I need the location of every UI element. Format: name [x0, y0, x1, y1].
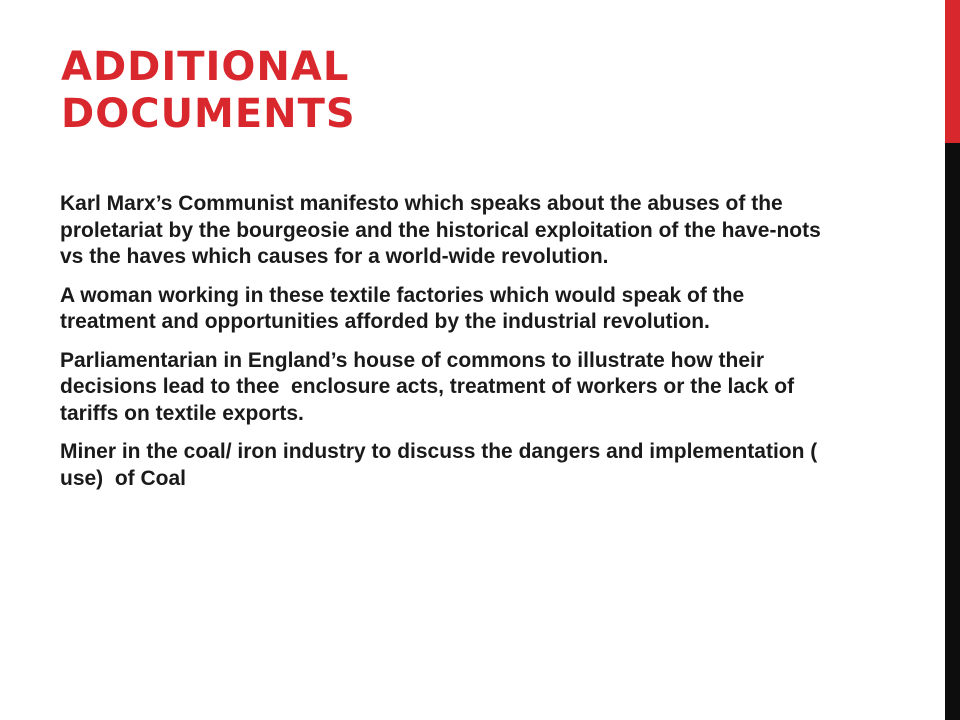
paragraph-textile-worker: A woman working in these textile factories which would speak of the treatment and opportunities afforded by the industrial revolution. [60, 283, 751, 333]
accent-bar-red [945, 0, 960, 143]
paragraph-miner: Miner in the coal/ iron industry to discuss the dangers and implementation ( use) of Coal [60, 440, 824, 490]
slide-title-line-1: ADDITIONAL [61, 44, 350, 90]
slide-body [60, 191, 840, 504]
slide-title-line-2: DOCUMENTS [61, 91, 356, 137]
paragraph-parliamentarian: Parliamentarian in England’s house of commons to illustrate how their decisions lead to thee enclosure acts, treatment of workers or the lack of tariffs on textile exports. [60, 348, 800, 425]
accent-bar-black [945, 143, 960, 720]
paragraph-marx: Karl Marx’s Communist manifesto which speaks about the abuses of the proletariat by the bourgeosie and the historical exploitation of the have-nots vs the haves which causes for a world-wide revolution. [60, 192, 827, 268]
slide-title [61, 44, 661, 138]
